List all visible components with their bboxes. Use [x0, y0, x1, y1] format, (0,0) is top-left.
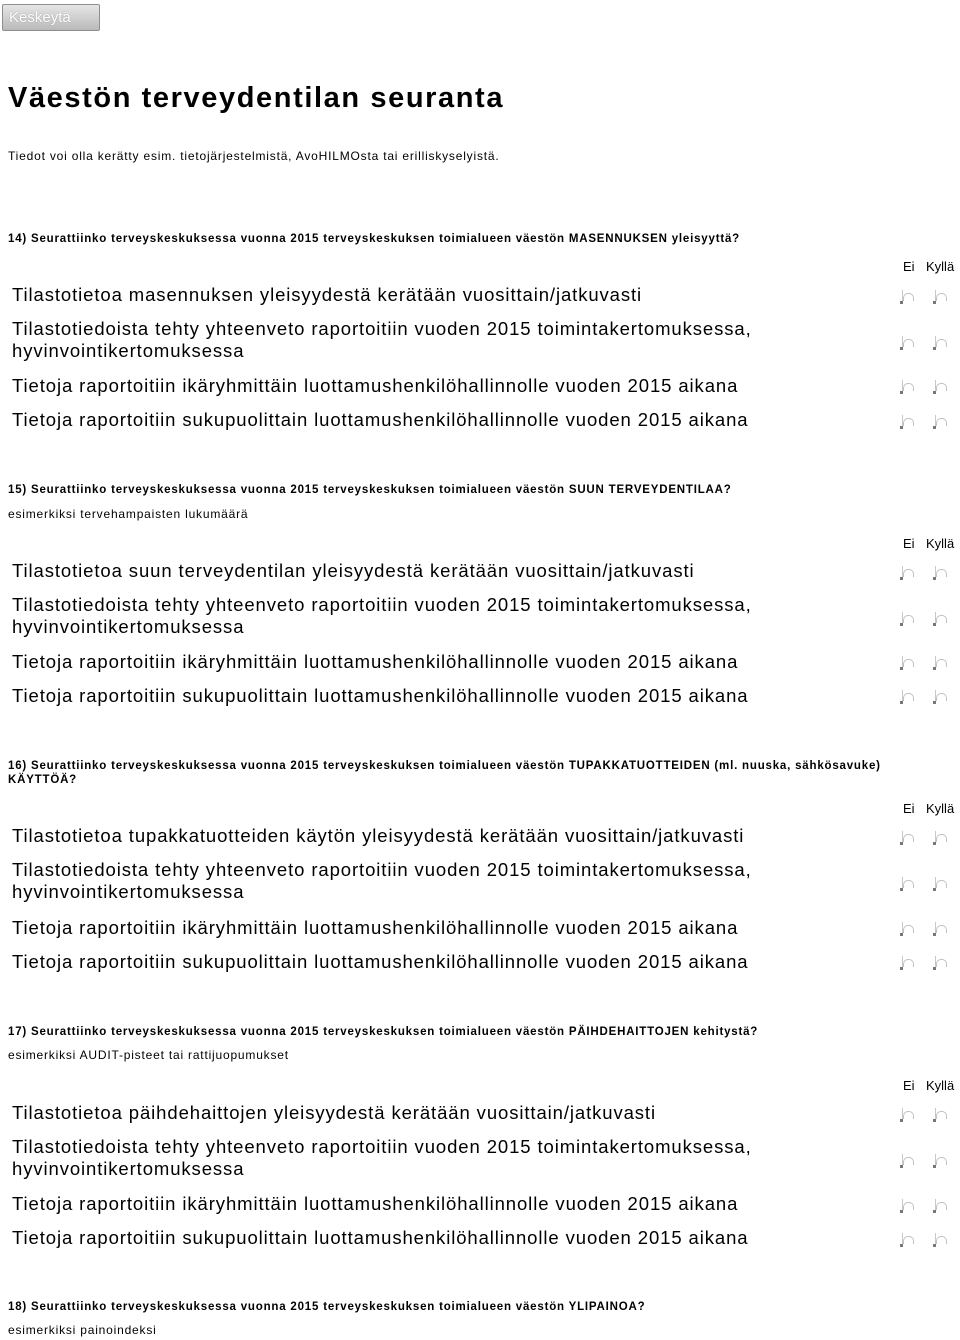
question-14: 14) Seurattiinko terveyskeskuksessa vuonna 2015 terveyskeskuksen toimialueen väestön MASENNUKSEN yleisyyttä? [8, 233, 740, 245]
cancel-button[interactable]: Keskeytä [2, 4, 100, 31]
q14-row-1-label: Tilastotietoa masennuksen yleisyydestä kerätään vuosittain/jatkuvasti [12, 284, 643, 305]
q15-row-2-yes-radio[interactable] [935, 612, 949, 628]
question-15-example: esimerkiksi tervehampaisten lukumäärä [8, 507, 249, 521]
question-17-example: esimerkiksi AUDIT-pisteet tai rattijuopumukset [8, 1048, 289, 1062]
column-header-yes: Kyllä [926, 536, 955, 551]
intro-text: Tiedot voi olla kerätty esim. tietojärjestelmistä, AvoHILMOsta tai erilliskyselyistä. [8, 149, 500, 163]
q14-row-2-yes-radio[interactable] [935, 336, 949, 352]
question-16: 16) Seurattiinko terveyskeskuksessa vuonna 2015 terveyskeskuksen toimialueen väestön TUPAKKATUOTTEIDEN (ml. nuuska, sähkösavuke) KÄYTTÖÄ? [8, 760, 881, 786]
q16-row-3-no-radio[interactable] [902, 922, 916, 938]
column-header-no: Ei [903, 259, 915, 274]
q15-row-4-no-radio[interactable] [902, 690, 916, 706]
q15-row-2-no-radio[interactable] [902, 612, 916, 628]
q14-row-4-label: Tietoja raportoitiin sukupuolittain luottamushenkilöhallinnolle vuoden 2015 aikana [12, 409, 749, 430]
q16-row-2-yes-radio[interactable] [935, 877, 949, 893]
q15-row-3-label: Tietoja raportoitiin ikäryhmittäin luottamushenkilöhallinnolle vuoden 2015 aikana [12, 651, 739, 672]
q16-row-3-yes-radio[interactable] [935, 922, 949, 938]
q14-row-2-no-radio[interactable] [902, 336, 916, 352]
q17-row-1-no-radio[interactable] [902, 1108, 916, 1124]
q14-row-1-no-radio[interactable] [902, 290, 916, 306]
q15-row-1-no-radio[interactable] [902, 566, 916, 582]
page-title: Väestön terveydentilan seuranta [8, 82, 505, 114]
column-header-no: Ei [903, 801, 915, 816]
column-header-yes: Kyllä [926, 259, 955, 274]
q16-row-1-no-radio[interactable] [902, 831, 916, 847]
question-18-example: esimerkiksi painoindeksi [8, 1323, 157, 1337]
q17-row-3-label: Tietoja raportoitiin ikäryhmittäin luottamushenkilöhallinnolle vuoden 2015 aikana [12, 1193, 739, 1214]
q15-row-3-yes-radio[interactable] [935, 656, 949, 672]
q16-row-2-no-radio[interactable] [902, 877, 916, 893]
q17-row-3-yes-radio[interactable] [935, 1199, 949, 1215]
q15-row-3-no-radio[interactable] [902, 656, 916, 672]
q15-row-1-yes-radio[interactable] [935, 566, 949, 582]
q17-row-1-yes-radio[interactable] [935, 1108, 949, 1124]
column-header-yes: Kyllä [926, 1078, 955, 1093]
question-17: 17) Seurattiinko terveyskeskuksessa vuonna 2015 terveyskeskuksen toimialueen väestön PÄIHDEHAITTOJEN kehitystä? [8, 1026, 759, 1038]
q17-row-2-no-radio[interactable] [902, 1154, 916, 1170]
q14-row-2-label: Tilastotiedoista tehty yhteenveto raportoitiin vuoden 2015 toimintakertomuksessa, hyvinvointikertomuksessa [12, 318, 752, 361]
q14-row-3-yes-radio[interactable] [935, 380, 949, 396]
q15-row-4-yes-radio[interactable] [935, 690, 949, 706]
q14-row-4-yes-radio[interactable] [935, 415, 949, 431]
q16-row-4-yes-radio[interactable] [935, 956, 949, 972]
q14-row-3-no-radio[interactable] [902, 380, 916, 396]
q17-row-1-label: Tilastotietoa päihdehaittojen yleisyydestä kerätään vuosittain/jatkuvasti [12, 1102, 656, 1123]
q17-row-2-label: Tilastotiedoista tehty yhteenveto raportoitiin vuoden 2015 toimintakertomuksessa, hyvinvointikertomuksessa [12, 1136, 752, 1179]
q14-row-3-label: Tietoja raportoitiin ikäryhmittäin luottamushenkilöhallinnolle vuoden 2015 aikana [12, 375, 739, 396]
q16-row-4-no-radio[interactable] [902, 956, 916, 972]
q16-row-1-yes-radio[interactable] [935, 831, 949, 847]
q14-row-1-yes-radio[interactable] [935, 290, 949, 306]
q16-row-1-label: Tilastotietoa tupakkatuotteiden käytön yleisyydestä kerätään vuosittain/jatkuvasti [12, 825, 745, 846]
q16-row-3-label: Tietoja raportoitiin ikäryhmittäin luottamushenkilöhallinnolle vuoden 2015 aikana [12, 917, 739, 938]
question-15: 15) Seurattiinko terveyskeskuksessa vuonna 2015 terveyskeskuksen toimialueen väestön SUUN TERVEYDENTILAA? [8, 484, 732, 496]
q16-row-4-label: Tietoja raportoitiin sukupuolittain luottamushenkilöhallinnolle vuoden 2015 aikana [12, 951, 749, 972]
q17-row-4-yes-radio[interactable] [935, 1233, 949, 1249]
q15-row-4-label: Tietoja raportoitiin sukupuolittain luottamushenkilöhallinnolle vuoden 2015 aikana [12, 685, 749, 706]
q17-row-4-no-radio[interactable] [902, 1233, 916, 1249]
q14-row-4-no-radio[interactable] [902, 415, 916, 431]
q17-row-2-yes-radio[interactable] [935, 1154, 949, 1170]
q17-row-4-label: Tietoja raportoitiin sukupuolittain luottamushenkilöhallinnolle vuoden 2015 aikana [12, 1227, 749, 1248]
q16-row-2-label: Tilastotiedoista tehty yhteenveto raportoitiin vuoden 2015 toimintakertomuksessa, hyvinvointikertomuksessa [12, 859, 752, 902]
question-18: 18) Seurattiinko terveyskeskuksessa vuonna 2015 terveyskeskuksen toimialueen väestön YLIPAINOA? [8, 1301, 646, 1313]
column-header-yes: Kyllä [926, 801, 955, 816]
q15-row-1-label: Tilastotietoa suun terveydentilan yleisyydestä kerätään vuosittain/jatkuvasti [12, 560, 695, 581]
column-header-no: Ei [903, 536, 915, 551]
q17-row-3-no-radio[interactable] [902, 1199, 916, 1215]
q15-row-2-label: Tilastotiedoista tehty yhteenveto raportoitiin vuoden 2015 toimintakertomuksessa, hyvinvointikertomuksessa [12, 594, 752, 637]
column-header-no: Ei [903, 1078, 915, 1093]
